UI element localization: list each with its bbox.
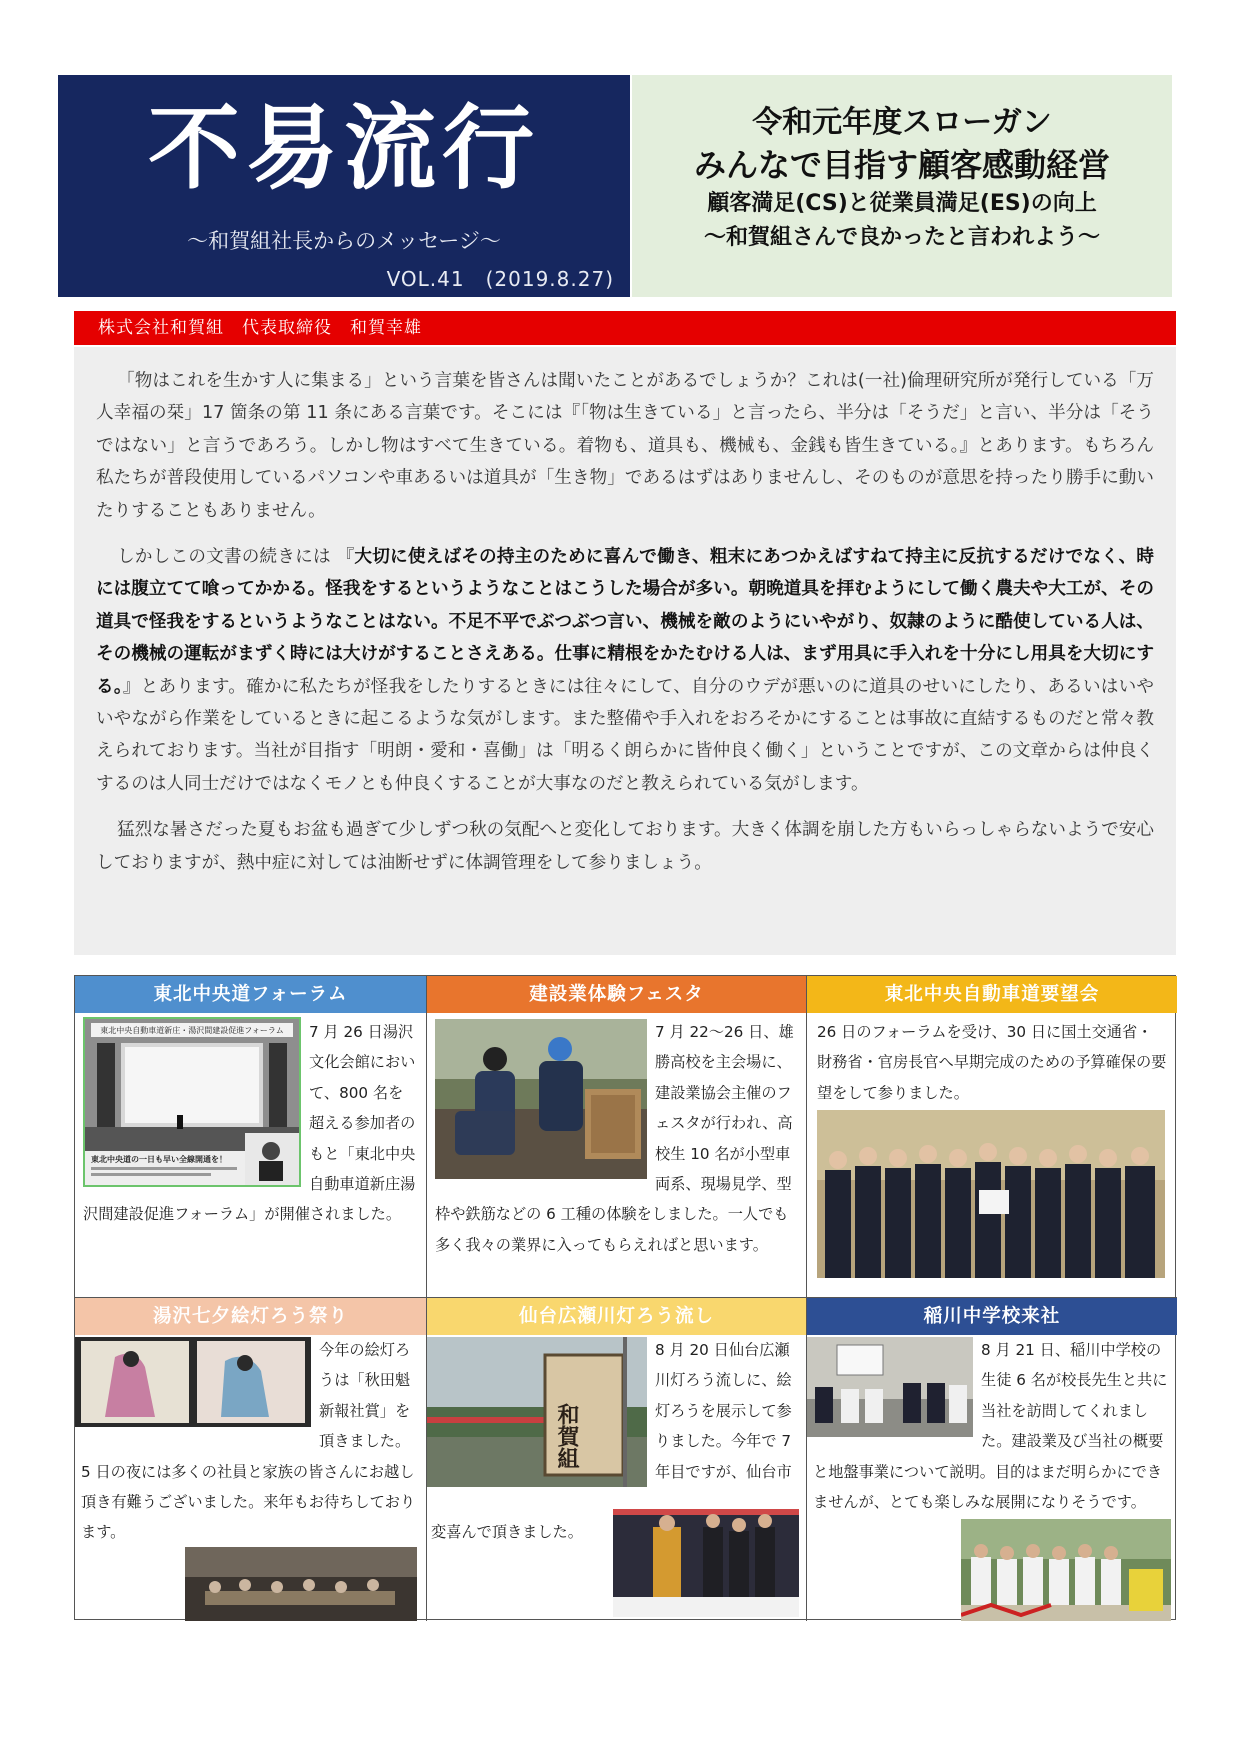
- school-meeting-image: [807, 1337, 973, 1437]
- tanabata-lantern-photo: [75, 1337, 311, 1427]
- message-p2-lead: しかしこの文書の続きには 『: [117, 547, 355, 568]
- slogan-sub2: ～和賀組さんで良かったと言われよう～: [703, 225, 1100, 250]
- news-title-fest: 建設業体験フェスタ: [427, 976, 806, 1013]
- news-title-forum: 東北中央道フォーラム: [75, 976, 426, 1013]
- news-grid: [74, 975, 1176, 1620]
- news-title-sendai: 仙台広瀬川灯ろう流し: [427, 1298, 806, 1335]
- school-group-photo: [961, 1519, 1171, 1621]
- masthead: [58, 75, 630, 297]
- news-text-school: 8 月 21 日、稲川中学校の生徒 6 名が校長先生と共に当社を訪問してくれました。建設業及び当社の概要と地盤事業について説明。目的はまだ明らかにできませんが、とても楽しみな展開になりそうです。: [813, 1341, 1168, 1512]
- news-cell-forum: [75, 976, 427, 1298]
- newsletter-title: 不易流行: [147, 94, 540, 202]
- message-paragraph-2: [96, 541, 1154, 800]
- forum-banner-text: 東北中央自動車道新庄・湯沢間建設促進フォーラム: [100, 1026, 284, 1035]
- author-byline: 株式会社和賀組 代表取締役 和賀幸雄: [74, 311, 1176, 345]
- tanabata-lantern-image: [75, 1337, 311, 1427]
- issue-volume: VOL.41 (2019.8.27): [386, 267, 614, 291]
- tanabata-party-photo: [185, 1547, 417, 1621]
- slogan-title: 令和元年度スローガン: [752, 105, 1052, 140]
- news-cell-fest: [427, 976, 807, 1298]
- sendai-lantern-text: 和賀組: [554, 1403, 580, 1469]
- message-p2-rest: 』とあります。確かに私たちが怪我をしたりするときには往々にして、自分のウデが悪いのに道具のせいにしたり、あるいはいやいやながら作業をしているときに起こるような気がします。また整備や手入れをおろそかにすることは事故に直結するものだと常々教えられております。当社が目指す「明朗・愛和・喜働」は「明るく朗らかに皆仲良く働く」ということですが、この文章からは仲良くするのは人同士だけではなくモノとも仲良くすることが大事なのだと教えられている気がします。: [96, 676, 1154, 794]
- news-cell-petition: [807, 976, 1177, 1298]
- news-cell-school: [807, 1298, 1177, 1621]
- petition-group-photo: [817, 1110, 1165, 1278]
- sendai-lantern-image: [427, 1337, 647, 1487]
- news-cell-sendai: [427, 1298, 807, 1621]
- president-message: [74, 347, 1176, 955]
- sendai-event-image: [613, 1487, 799, 1617]
- sendai-lantern-photo: [427, 1337, 647, 1487]
- news-text-fest: 7 月 22～26 日、雄勝高校を主会場に、建設業協会主催のフェスタが行われ、高校生 10 名が小型車両系、現場見学、型枠や鉄筋などの 6 工種の体験をしました。一人でも多く我々の業界に入ってもらえればと思います。: [435, 1023, 794, 1254]
- school-meeting-photo: [807, 1337, 973, 1437]
- news-title-tanabata: 湯沢七夕絵灯ろう祭り: [75, 1298, 426, 1335]
- news-text-petition: 26 日のフォーラムを受け、30 日に国土交通省・財務省・官房長官へ早期完成のための予算確保の要望をして参りました。: [817, 1023, 1167, 1102]
- slogan-box: [632, 75, 1172, 297]
- news-text-forum: 7 月 26 日湯沢文化会館において、800 名を超える参加者のもと「東北中央自動車道新庄湯沢間建設促進フォーラム」が開催されました。: [83, 1023, 416, 1224]
- news-title-petition: 東北中央自動車道要望会: [807, 976, 1177, 1013]
- fest-students-photo: [435, 1019, 647, 1179]
- slogan-main: みんなで目指す顧客感動経営: [693, 146, 1110, 184]
- slogan-sub1: 顧客満足(CS)と従業員満足(ES)の向上: [707, 191, 1097, 216]
- message-paragraph-1: 「物はこれを生かす人に集まる」という言葉を皆さんは聞いたことがあるでしょうか？これは(一社)倫理研究所が発行している「万人幸福の栞」17 箇条の第 11 条にある言葉です。そこには『「物は生きている」と言ったら、半分は「そうだ」と言い、半分は「そうではない」と言うであろう。しかし物はすべて生きている。着物も、道具も、機械も、金銭も皆生きている。』とあります。もちろん私たちが普段使用しているパソコンや車あるいは道具が「生き物」であるはずはありませんし、そのものが意思を持ったり勝手に動いたりすることもありません。: [96, 371, 1154, 521]
- fest-students-image: [435, 1019, 647, 1179]
- message-p2-quote: 大切に使えばその持主のために喜んで働き、粗末にあつかえばすねて持主に反抗するだけでなく、時には腹立てて喰ってかかる。怪我をするというようなことはこうした場合が多い。朝晩道具を拝むようにして働く農夫や大工が、その道具で怪我をするというようなことはない。不足不平でぶつぶつ言い、機械を敵のようにいやがり、奴隷のように酷使している人は、その機械の運転がまずく時には大けがすることさえある。仕事に精根をかたむける人は、まず用具に手入れを十分にし用具を大切にする。: [96, 547, 1154, 697]
- message-paragraph-3: 猛烈な暑さだった夏もお盆も過ぎて少しずつ秋の気配へと変化しております。大きく体調を崩した方もいらっしゃらないようで安心しておりますが、熱中症に対しては油断せずに体調管理をして参りましょう。: [96, 820, 1154, 873]
- news-text-sendai: 8 月 20 日仙台広瀬川灯ろう流しに、絵灯ろうを展示して参りました。今年で 7 年目ですが、仙台市 変喜んで頂きました。: [431, 1341, 792, 1542]
- news-title-school: 稲川中学校来社: [807, 1298, 1177, 1335]
- forum-hall-image: [85, 1019, 299, 1185]
- news-cell-tanabata: [75, 1298, 427, 1621]
- news-text-tanabata: 今年の絵灯ろうは「秋田魁新報社賞」を頂きました。5 日の夜には多くの社員と家族の皆さんにお越し頂き有難うございました。来年もお待ちしております。: [81, 1341, 416, 1542]
- petition-group-image: [817, 1110, 1165, 1278]
- newsletter-subtitle: ～和賀組社長からのメッセージ～: [187, 229, 501, 253]
- forum-poster-text: 東北中央道の一日も早い全線開通を！: [91, 1155, 227, 1164]
- school-group-image: [961, 1519, 1171, 1621]
- sendai-event-photo: [613, 1487, 799, 1617]
- tanabata-party-image: [185, 1547, 417, 1621]
- forum-hall-photo: [83, 1017, 301, 1187]
